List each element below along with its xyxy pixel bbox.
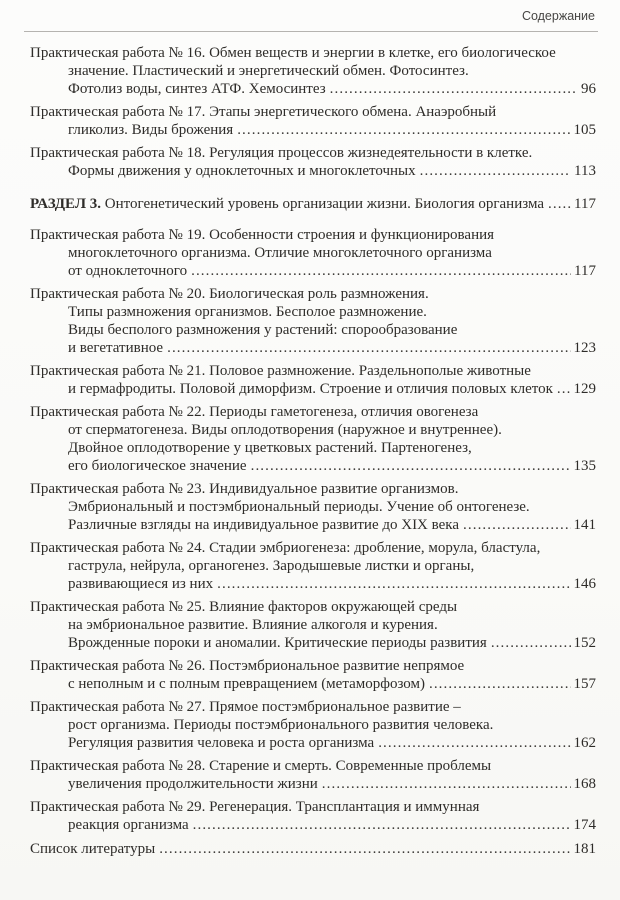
entry-last-line [68, 575, 596, 593]
entry-line: Практическая работа № 25. Влияние факторов окружающей среды [30, 599, 458, 615]
entry-last-line [68, 816, 596, 834]
dot-leader [491, 634, 571, 652]
section-heading-3 [30, 195, 596, 213]
section-label: РАЗДЕЛ 3. [30, 196, 102, 212]
section-title-text: Онтогенетический уровень организации жизни. Биология организма [101, 196, 544, 212]
entry-text: развивающиеся из них [68, 576, 214, 592]
toc-entry-17 [30, 103, 596, 139]
entry-text: от одноклеточного [68, 263, 188, 279]
header-rule [24, 31, 598, 32]
toc-list [30, 44, 596, 858]
page-number: 168 [573, 776, 596, 792]
toc-entry-29 [30, 798, 596, 834]
page-number: 117 [574, 263, 596, 279]
entry-line: Практическая работа № 20. Биологическая роль размножения. [30, 286, 429, 302]
entry-line: Типы размножения организмов. Бесполое размножение. [68, 304, 427, 320]
entry-text: гликолиз. Виды брожения [68, 122, 234, 138]
page-number: 181 [573, 841, 596, 857]
toc-entry-22 [30, 403, 596, 475]
dot-leader [463, 516, 570, 534]
toc-entry-28 [30, 757, 596, 793]
page-number: 157 [573, 676, 596, 692]
entry-line: Практическая работа № 24. Стадии эмбриогенеза: дробление, морула, бластула, [30, 540, 541, 556]
entry-last-line [68, 339, 596, 357]
entry-text: Регуляция развития человека и роста организма [68, 735, 375, 751]
entry-line: Практическая работа № 21. Половое размножение. Раздельнополые животные [30, 363, 531, 379]
entry-line: Двойное оплодотворение у цветковых растений. Партеногенез, [68, 440, 472, 456]
entry-last-line [68, 80, 596, 98]
section-title [30, 195, 544, 213]
entry-line: Практическая работа № 26. Постэмбриональное развитие непрямое [30, 658, 465, 674]
dot-leader [322, 775, 571, 793]
entry-line: на эмбриональное развитие. Влияние алкоголя и курения. [68, 617, 438, 633]
dot-leader [217, 575, 570, 593]
entry-line: Практическая работа № 19. Особенности строения и функционирования [30, 227, 495, 243]
entry-text: Формы движения у одноклеточных и многоклеточных [68, 163, 416, 179]
page-number: 162 [573, 735, 596, 751]
toc-entry-bibliography [30, 840, 596, 858]
running-header-title: Содержание [521, 9, 595, 23]
dot-leader [251, 457, 571, 475]
entry-last-line [68, 516, 596, 534]
entry-text: его биологическое значение [68, 458, 247, 474]
entry-line: Виды бесполого размножения у растений: спорообразование [68, 322, 458, 338]
entry-line: Практическая работа № 22. Периоды гаметогенеза, отличия овогенеза [30, 404, 479, 420]
entry-line: от сперматогенеза. Виды оплодотворения (наружное и внутреннее). [68, 422, 502, 438]
entry-last-line [68, 457, 596, 475]
entry-last-line [68, 121, 596, 139]
toc-entry-27 [30, 698, 596, 752]
entry-last-line [68, 262, 596, 280]
dot-leader [548, 195, 571, 213]
entry-line: Практическая работа № 18. Регуляция процессов жизнедеятельности в клетке. [30, 145, 533, 161]
page-number: 129 [573, 381, 596, 397]
page-number: 152 [573, 635, 596, 651]
page-number: 123 [573, 340, 596, 356]
page-number: 146 [573, 576, 596, 592]
dot-leader [167, 339, 570, 357]
toc-entry-26 [30, 657, 596, 693]
running-header [30, 9, 596, 27]
entry-last-line [68, 162, 596, 180]
entry-last-line [68, 675, 596, 693]
dot-leader [330, 80, 578, 98]
page-number: 117 [574, 196, 596, 212]
dot-leader [191, 262, 571, 280]
entry-line: Практическая работа № 28. Старение и смерть. Современные проблемы [30, 758, 492, 774]
entry-line: Практическая работа № 16. Обмен веществ и энергии в клетке, его биологическое [30, 45, 556, 61]
dot-leader [378, 734, 570, 752]
entry-text: и вегетативное [68, 340, 164, 356]
entry-text: реакция организма [68, 817, 189, 833]
entry-last-line [68, 380, 596, 398]
entry-text: увеличения продолжительности жизни [68, 776, 318, 792]
entry-line: гаструла, нейрула, органогенез. Зародышевые листки и органы, [68, 558, 475, 574]
entry-line: рост организма. Периоды постэмбрионального развития человека. [68, 717, 494, 733]
toc-entry-24 [30, 539, 596, 593]
entry-text: Различные взгляды на индивидуальное развитие до XIX века [68, 517, 460, 533]
entry-line: Практическая работа № 27. Прямое постэмбриональное развитие – [30, 699, 461, 715]
entry-text: с неполным и с полным превращением (метаморфозом) [68, 676, 425, 692]
entry-last-line [68, 634, 596, 652]
entry-text: и гермафродиты. Половой диморфизм. Строение и отличия половых клеток [68, 381, 553, 397]
toc-entry-20 [30, 285, 596, 357]
dot-leader [193, 816, 571, 834]
dot-leader [237, 121, 570, 139]
dot-leader [557, 380, 571, 398]
page-number: 174 [573, 817, 596, 833]
entry-line: Практическая работа № 17. Этапы энергетического обмена. Анаэробный [30, 104, 497, 120]
toc-entry-21 [30, 362, 596, 398]
page-number: 105 [573, 122, 596, 138]
entry-line: значение. Пластический и энергетический обмен. Фотосинтез. [68, 63, 469, 79]
page-number: 96 [581, 81, 596, 97]
entry-last-line [68, 775, 596, 793]
entry-line: Эмбриональный и постэмбриональный периоды. Учение об онтогенезе. [68, 499, 530, 515]
toc-entry-18 [30, 144, 596, 180]
dot-leader [420, 162, 571, 180]
toc-entry-19 [30, 226, 596, 280]
entry-line: Практическая работа № 29. Регенерация. Трансплантация и иммунная [30, 799, 480, 815]
page-number: 113 [574, 163, 596, 179]
dot-leader [429, 675, 571, 693]
entry-line: Практическая работа № 23. Индивидуальное развитие организмов. [30, 481, 459, 497]
page-number: 141 [573, 517, 596, 533]
page-number: 135 [573, 458, 596, 474]
entry-text: Врожденные пороки и аномалии. Критические периоды развития [68, 635, 487, 651]
toc-entry-16 [30, 44, 596, 98]
entry-text: Список литературы [30, 841, 156, 857]
dot-leader [159, 840, 570, 858]
entry-line: многоклеточного организма. Отличие многоклеточного организма [68, 245, 492, 261]
entry-text: Фотолиз воды, синтез АТФ. Хемосинтез [68, 81, 326, 97]
entry-last-line [68, 734, 596, 752]
toc-entry-25 [30, 598, 596, 652]
toc-entry-23 [30, 480, 596, 534]
